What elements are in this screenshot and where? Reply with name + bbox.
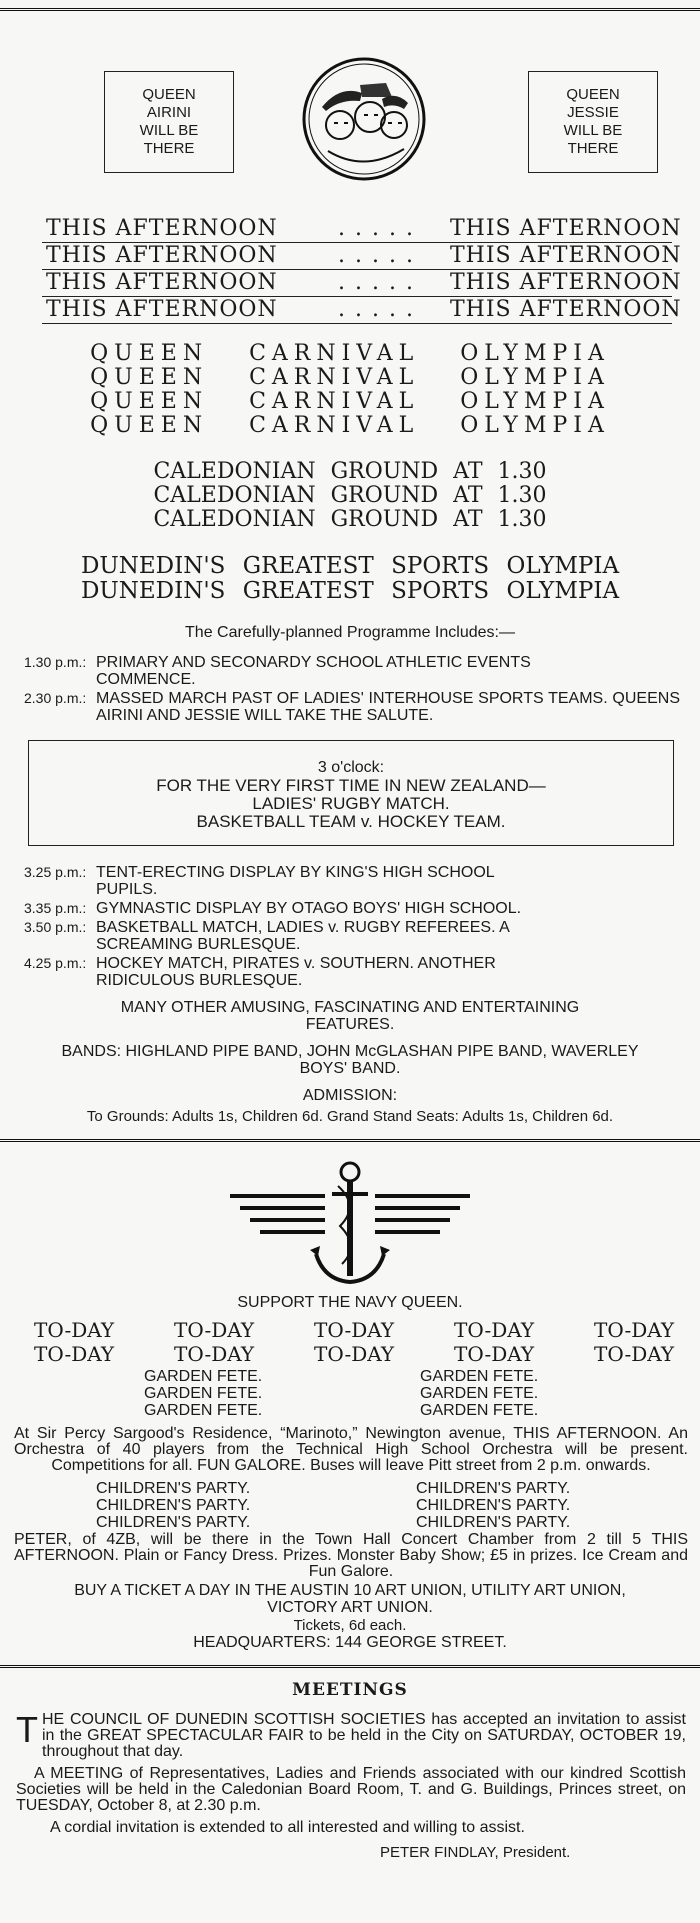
afternoon-right: THIS AFTERNOON — [450, 216, 682, 241]
queen-airini-box — [104, 71, 234, 173]
feature-line: FOR THE VERY FIRST TIME IN NEW ZEALAND— — [156, 776, 546, 795]
programme-item — [0, 690, 700, 724]
meetings-para-2: A MEETING of Representatives, Ladies and Friends associated with our kindred Scottish Societies will be held in the Caledonian Board Room, T. and G. Buildings, Princes street, on TUESDAY, October 8, at 2.30 p.m. — [16, 1765, 686, 1814]
peter-4zb-paragraph: PETER, of 4ZB, will be there in the Town Hall Concert Chamber from 2 till 5 THIS AFTERNOON. Plain or Fancy Dress. Prizes. Monster Baby Show; £5 in prizes. Ice Cream and Fun Galore. — [14, 1531, 688, 1580]
venue-line: CALEDONIAN GROUND AT 1.30 — [153, 483, 547, 508]
meetings-para-1-text: HE COUNCIL OF DUNEDIN SCOTTISH SOCIETIES has accepted an invitation to assist in the GREAT SPECTACULAR FAIR to be held in the City on SATURDAY, OCTOBER 19, throughout that day. — [42, 1711, 686, 1760]
programme-time: 1.30 p.m.: — [24, 654, 87, 670]
box-line: THERE — [567, 140, 619, 157]
bands-line: BANDS: HIGHLAND PIPE BAND, JOHN McGLASHAN PIPE BAND, WAVERLEY BOYS' BAND. — [61, 1043, 639, 1077]
meetings-title: MEETINGS — [292, 1680, 408, 1700]
childrens-party-label: CHILDREN'S PARTY. — [416, 1497, 571, 1514]
greatest-block — [0, 554, 700, 604]
carnival-line: QUEEN CARNIVAL OLYMPIA — [90, 389, 610, 414]
programme-item — [0, 864, 700, 898]
today-label: TO-DAY — [454, 1342, 535, 1366]
today-label: TO-DAY — [454, 1318, 535, 1342]
afternoon-dots: ..... — [338, 243, 423, 268]
childrens-party-label: CHILDREN'S PARTY. — [96, 1497, 251, 1514]
drop-cap: T — [16, 1709, 38, 1750]
programme-item — [0, 654, 700, 688]
carnival-block — [0, 342, 700, 438]
afternoon-dots: ..... — [338, 216, 423, 241]
carnival-header — [0, 11, 700, 206]
programme-time: 3.50 p.m.: — [24, 919, 87, 935]
programme-cont: SCREAMING BURLESQUE. — [96, 936, 301, 953]
greatest-line: DUNEDIN'S GREATEST SPORTS OLYMPIA — [80, 553, 620, 579]
programme-item — [0, 919, 700, 953]
programme-cont: COMMENCE. — [96, 671, 196, 688]
childrens-party-label: CHILDREN'S PARTY. — [96, 1514, 251, 1531]
programme-text: HOCKEY MATCH, PIRATES v. SOUTHERN. ANOTHER — [96, 955, 496, 972]
feature-line: LADIES' RUGBY MATCH. — [252, 794, 450, 813]
childrens-party-label: CHILDREN'S PARTY. — [416, 1480, 571, 1497]
queen-jessie-box — [528, 71, 658, 173]
garden-fete-label: GARDEN FETE. — [420, 1385, 539, 1402]
box-line: WILL BE — [139, 122, 199, 139]
box-line: AIRINI — [146, 104, 192, 121]
garden-fete-label: GARDEN FETE. — [420, 1402, 539, 1419]
programme-time: 3.35 p.m.: — [24, 900, 87, 916]
carnival-line: QUEEN CARNIVAL OLYMPIA — [90, 341, 610, 366]
today-label: TO-DAY — [594, 1318, 675, 1342]
today-label: TO-DAY — [594, 1342, 675, 1366]
programme-list-a — [0, 654, 700, 724]
afternoon-dots: ..... — [338, 297, 423, 322]
garden-fete-label: GARDEN FETE. — [420, 1368, 539, 1385]
afternoon-left: THIS AFTERNOON — [46, 243, 278, 268]
afternoon-row — [42, 297, 682, 323]
afternoon-row — [42, 243, 682, 269]
today-grid — [0, 1318, 700, 1368]
programme-text: PRIMARY AND SECONARDY SCHOOL ATHLETIC EVENTS — [96, 654, 531, 671]
garden-fete-label: GARDEN FETE. — [144, 1368, 263, 1385]
admission-text: To Grounds: Adults 1s, Children 6d. Grand Stand Seats: Adults 1s, Children 6d. — [86, 1108, 614, 1125]
president-signature: PETER FINDLAY, President. — [380, 1844, 571, 1861]
programme-time: 4.25 p.m.: — [24, 955, 87, 971]
venue-line: CALEDONIAN GROUND AT 1.30 — [153, 507, 547, 532]
headquarters-line: HEADQUARTERS: 144 GEORGE STREET. — [193, 1634, 507, 1651]
childrens-party-grid — [0, 1480, 700, 1532]
afternoon-row — [42, 270, 682, 296]
rugby-feature-box — [28, 740, 674, 846]
afternoon-rule — [42, 323, 672, 324]
box-line: JESSIE — [567, 104, 619, 121]
today-label: TO-DAY — [174, 1342, 255, 1366]
programme-intro: The Carefully-planned Programme Includes:— — [185, 624, 515, 641]
box-line: QUEEN — [142, 86, 196, 103]
programme-list-b — [0, 864, 700, 989]
programme-item — [0, 900, 700, 917]
garden-fete-label: GARDEN FETE. — [144, 1385, 263, 1402]
afternoon-row — [42, 216, 682, 242]
today-label: TO-DAY — [314, 1318, 395, 1342]
programme-time: 2.30 p.m.: — [24, 690, 87, 706]
afternoon-left: THIS AFTERNOON — [46, 216, 278, 241]
afternoon-block — [0, 216, 700, 324]
programme-text: MASSED MARCH PAST OF LADIES' INTERHOUSE SPORTS TEAMS. QUEENS AIRINI AND JESSIE WILL TAKE THE SALUTE. — [96, 690, 680, 724]
carnival-line: QUEEN CARNIVAL OLYMPIA — [90, 365, 610, 390]
feature-line: 3 o'clock: — [317, 759, 385, 776]
buy-ticket-line: BUY A TICKET A DAY IN THE AUSTIN 10 ART UNION, UTILITY ART UNION, VICTORY ART UNION. — [74, 1582, 626, 1616]
residence-paragraph: At Sir Percy Sargood's Residence, “Marinoto,” Newington avenue, THIS AFTERNOON. An Orchestra of 40 players from the Technical High School Orchestra will be present. Competitions for all. FUN GALORE. Buses will leave Pitt street from 2 p.m. onwards. — [14, 1425, 688, 1474]
venue-line: CALEDONIAN GROUND AT 1.30 — [153, 459, 547, 484]
venue-block — [0, 460, 700, 532]
today-label: TO-DAY — [174, 1318, 255, 1342]
programme-cont: PUPILS. — [96, 881, 158, 898]
box-line: THERE — [143, 140, 195, 157]
afternoon-right: THIS AFTERNOON — [450, 270, 682, 295]
meetings-para-3: A cordial invitation is extended to all interested and willing to assist. — [50, 1819, 525, 1836]
afternoon-right: THIS AFTERNOON — [450, 243, 682, 268]
carnival-line: QUEEN CARNIVAL OLYMPIA — [90, 413, 610, 438]
box-line: QUEEN — [566, 86, 620, 103]
tickets-price: Tickets, 6d each. — [293, 1617, 407, 1634]
programme-item — [0, 955, 700, 989]
garden-fete-label: GARDEN FETE. — [144, 1402, 263, 1419]
meetings-para-1 — [0, 1709, 700, 1760]
today-label: TO-DAY — [34, 1318, 115, 1342]
greatest-line: DUNEDIN'S GREATEST SPORTS OLYMPIA — [80, 578, 620, 604]
afternoon-dots: ..... — [338, 270, 423, 295]
feature-line: BASKETBALL TEAM v. HOCKEY TEAM. — [196, 812, 506, 831]
winged-anchor-icon — [220, 1156, 480, 1296]
three-faces-emblem-icon — [300, 55, 428, 183]
meetings-rule — [0, 1665, 700, 1668]
programme-text: BASKETBALL MATCH, LADIES v. RUGBY REFEREES. A — [96, 919, 510, 936]
many-other-features: MANY OTHER AMUSING, FASCINATING AND ENTERTAINING FEATURES. — [120, 999, 580, 1033]
garden-fete-grid — [0, 1368, 700, 1426]
programme-cont: RIDICULOUS BURLESQUE. — [96, 972, 303, 989]
today-label: TO-DAY — [34, 1342, 115, 1366]
childrens-party-label: CHILDREN'S PARTY. — [96, 1480, 251, 1497]
afternoon-left: THIS AFTERNOON — [46, 270, 278, 295]
afternoon-right: THIS AFTERNOON — [450, 297, 682, 322]
navy-emblem-area — [0, 1142, 700, 1294]
box-line: WILL BE — [563, 122, 623, 139]
childrens-party-label: CHILDREN'S PARTY. — [416, 1514, 571, 1531]
programme-text: GYMNASTIC DISPLAY BY OTAGO BOYS' HIGH SCHOOL. — [96, 900, 522, 917]
afternoon-left: THIS AFTERNOON — [46, 297, 278, 322]
programme-text: TENT-ERECTING DISPLAY BY KING'S HIGH SCHOOL — [96, 864, 495, 881]
support-navy-queen: SUPPORT THE NAVY QUEEN. — [237, 1294, 463, 1311]
programme-time: 3.25 p.m.: — [24, 864, 87, 880]
admission-title: ADMISSION: — [302, 1087, 398, 1104]
today-label: TO-DAY — [314, 1342, 395, 1366]
